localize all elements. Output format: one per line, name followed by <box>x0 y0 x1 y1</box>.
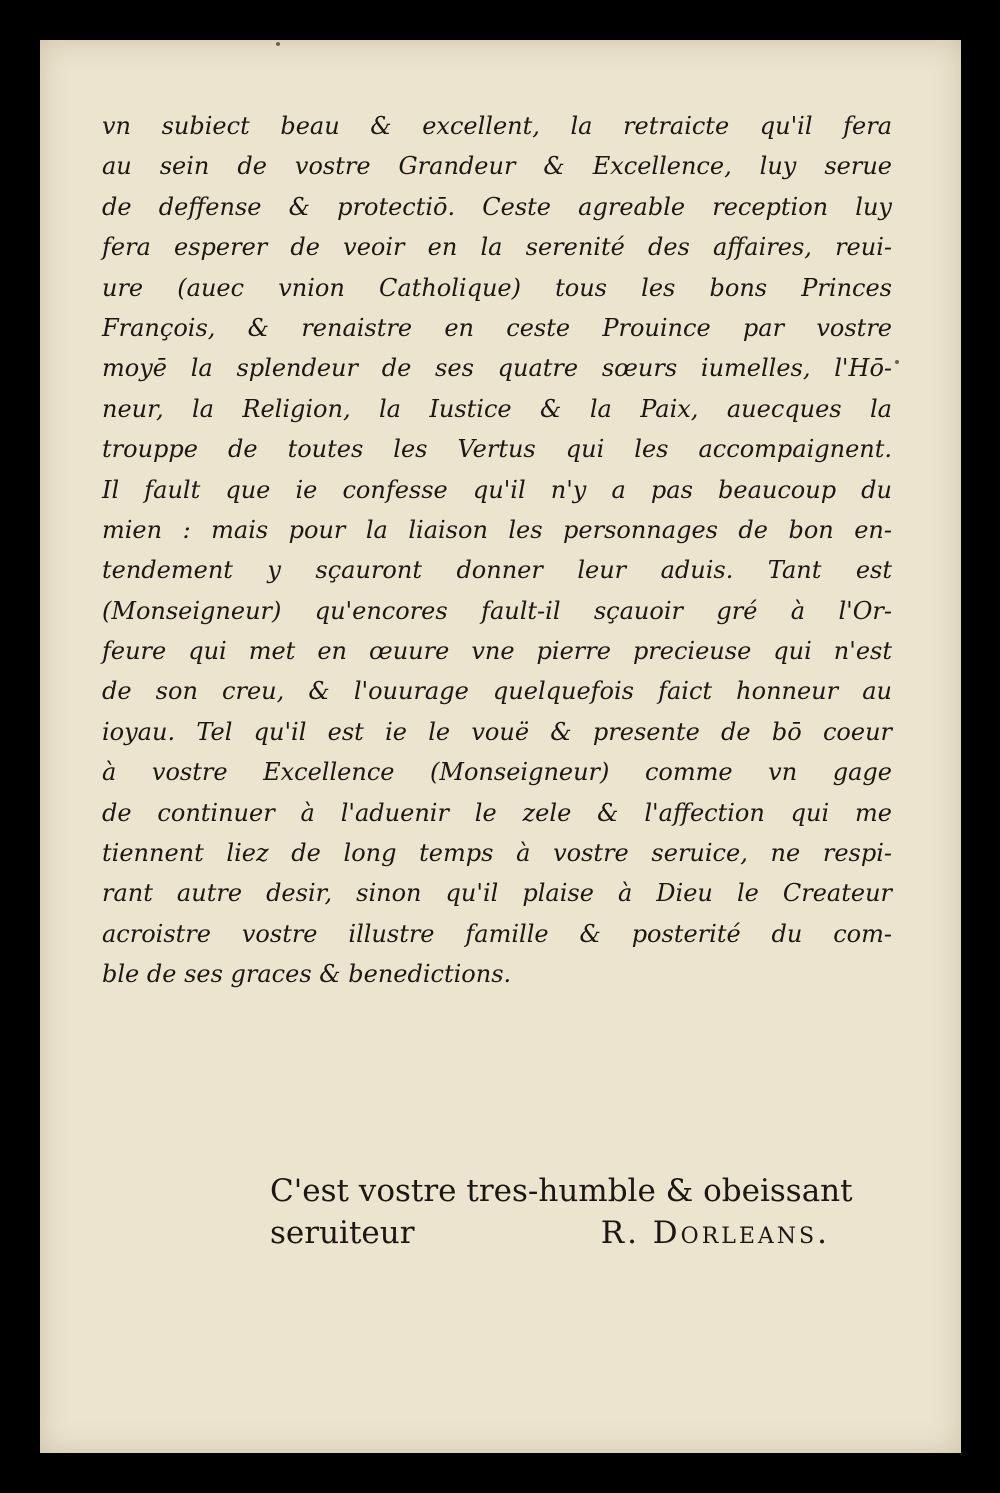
text-line: neur, la Religion, la Iustice & la Paix, auecques la <box>102 394 892 423</box>
signature-name-line <box>270 1212 830 1254</box>
text-line: vn subiect beau & excellent, la retraicte qu'il fera <box>102 112 892 140</box>
signature-title: seruiteur <box>270 1215 415 1251</box>
ink-speck <box>895 360 899 364</box>
text-line: trouppe de toutes les Vertus qui les accompaignent. <box>102 435 892 464</box>
text-line: rant autre desir, sinon qu'il plaise à Dieu le Createur <box>102 879 892 908</box>
text-line: Il fault que ie confesse qu'il n'y a pas beaucoup du <box>102 475 892 504</box>
signature-closing-line: C'est vostre tres-humble & obeissant <box>270 1173 853 1209</box>
text-line: mien : mais pour la liaison les personnages de bon en- <box>102 515 892 544</box>
text-line: tendement y sçauront donner leur aduis. Tant est <box>102 556 892 585</box>
text-line: à vostre Excellence (Monseigneur) comme vn gage <box>102 758 892 787</box>
text-line: ble de ses graces & benedictions. <box>102 960 512 989</box>
text-line: de continuer à l'aduenir le zele & l'affection qui me <box>102 798 892 827</box>
dedication-body-text <box>102 106 892 995</box>
text-line: feure qui met en œuure vne pierre precieuse qui n'est <box>102 637 892 666</box>
text-line: au sein de vostre Grandeur & Excellence, luy serue <box>102 152 892 181</box>
text-line: de son creu, & l'ouurage quelquefois faict honneur au <box>102 677 892 706</box>
text-line: fera esperer de veoir en la serenité des affaires, reui- <box>102 233 892 262</box>
ink-speck <box>276 42 280 46</box>
text-line: François, & renaistre en ceste Prouince par vostre <box>102 313 892 342</box>
text-line: acroistre vostre illustre famille & posterité du com- <box>102 919 892 948</box>
text-line: de deffense & protectiō. Ceste agreable reception luy <box>102 192 892 221</box>
text-line: ure (auec vnion Catholique) tous les bons Princes <box>102 273 892 302</box>
text-line: moyē la splendeur de ses quatre sœurs iumelles, l'Hō- <box>102 354 892 383</box>
text-line: (Monseigneur) qu'encores fault-il sçauoir gré à l'Or- <box>102 596 892 625</box>
book-page <box>40 40 961 1453</box>
text-line: tiennent liez de long temps à vostre seruice, ne respi- <box>102 839 892 868</box>
signature-author-name: R. Dorleans. <box>600 1215 830 1251</box>
signature-block <box>270 1170 870 1254</box>
text-line: ioyau. Tel qu'il est ie le vouë & presente de bō coeur <box>102 717 892 746</box>
